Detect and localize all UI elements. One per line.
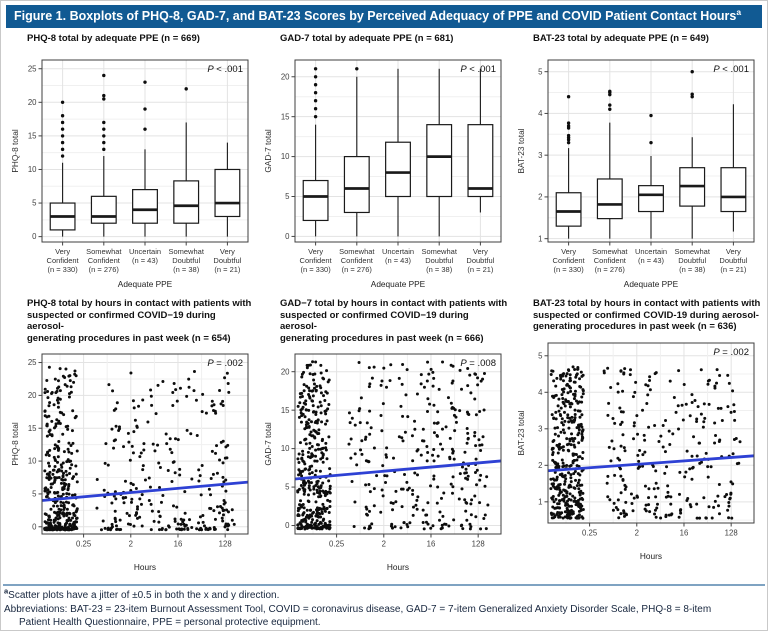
- boxplot-row: [1, 33, 767, 293]
- gad7-scatter-canvas: [262, 344, 508, 578]
- svg-text:(n = 330): (n = 330): [47, 265, 78, 274]
- svg-text:Uncertain: Uncertain: [128, 247, 162, 256]
- svg-text:20: 20: [27, 390, 37, 400]
- svg-text:1: 1: [538, 234, 543, 244]
- svg-text:Very: Very: [219, 247, 235, 256]
- svg-text:Confident: Confident: [299, 256, 332, 265]
- svg-text:P = .002: P = .002: [713, 347, 749, 358]
- svg-text:(n = 276): (n = 276): [341, 265, 372, 274]
- svg-text:4: 4: [538, 387, 543, 397]
- svg-text:Adequate PPE: Adequate PPE: [117, 279, 173, 289]
- svg-text:Very: Very: [725, 247, 741, 256]
- svg-text:0: 0: [285, 521, 290, 531]
- footnote-abbreviations-line2: Patient Health Questionnaire, PPE = personal protective equipment.: [19, 617, 321, 628]
- svg-text:Uncertain: Uncertain: [381, 247, 415, 256]
- svg-text:Somewhat: Somewhat: [674, 247, 710, 256]
- panel-phq8-scatter: [9, 298, 255, 578]
- svg-text:128: 128: [471, 539, 485, 549]
- chart-title: GAD-7 total by adequate PPE (n = 681): [280, 33, 454, 44]
- figure-title-bar: [6, 5, 762, 28]
- panel-bat23-scatter: [515, 298, 761, 578]
- chart-title: PHQ-8 total by adequate PPE (n = 669): [27, 33, 200, 44]
- svg-text:Very: Very: [472, 247, 488, 256]
- panel-phq8-boxplot: [9, 33, 255, 293]
- svg-text:5: 5: [538, 351, 543, 361]
- svg-text:Confident: Confident: [593, 256, 626, 265]
- svg-text:GAD-7 total: GAD-7 total: [263, 422, 273, 466]
- svg-text:Very: Very: [561, 247, 577, 256]
- svg-text:Somewhat: Somewhat: [86, 247, 122, 256]
- svg-text:15: 15: [280, 405, 290, 415]
- phq8-scatter-canvas: [9, 344, 255, 578]
- svg-text:Uncertain: Uncertain: [634, 247, 668, 256]
- svg-text:10: 10: [280, 444, 290, 454]
- svg-text:(n = 38): (n = 38): [173, 265, 200, 274]
- svg-text:5: 5: [285, 192, 290, 202]
- svg-text:P = .002: P = .002: [207, 358, 243, 369]
- svg-text:(n = 43): (n = 43): [131, 256, 159, 265]
- gad7-boxplot-canvas: [262, 47, 508, 293]
- svg-text:2: 2: [538, 192, 543, 202]
- svg-text:(n = 276): (n = 276): [594, 265, 625, 274]
- footnote-jitter: $^a$Scatter plots have a jitter of ±0.5 in both the x and y direction.: [4, 586, 280, 601]
- svg-text:15: 15: [27, 423, 37, 433]
- svg-text:20: 20: [280, 367, 290, 377]
- svg-text:PHQ-8 total: PHQ-8 total: [10, 129, 20, 173]
- svg-text:Very: Very: [55, 247, 71, 256]
- svg-text:Somewhat: Somewhat: [168, 247, 204, 256]
- svg-text:Doubtful: Doubtful: [466, 256, 495, 265]
- bat23-scatter-canvas: [515, 333, 761, 567]
- svg-text:Confident: Confident: [552, 256, 585, 265]
- svg-text:15: 15: [27, 131, 37, 141]
- chart-title: BAT-23 total by adequate PPE (n = 649): [533, 33, 709, 44]
- svg-text:Adequate PPE: Adequate PPE: [623, 279, 679, 289]
- svg-text:(n = 43): (n = 43): [637, 256, 665, 265]
- svg-text:Hours: Hours: [133, 562, 157, 572]
- svg-text:Doubtful: Doubtful: [425, 256, 454, 265]
- svg-text:0.25: 0.25: [581, 528, 598, 538]
- svg-text:0: 0: [32, 232, 37, 242]
- svg-text:BAT-23 total: BAT-23 total: [516, 128, 526, 174]
- svg-text:10: 10: [27, 165, 37, 175]
- svg-text:Somewhat: Somewhat: [592, 247, 628, 256]
- svg-text:GAD-7 total: GAD-7 total: [263, 129, 273, 173]
- svg-text:Doubtful: Doubtful: [678, 256, 707, 265]
- svg-text:Doubtful: Doubtful: [719, 256, 748, 265]
- svg-text:Somewhat: Somewhat: [421, 247, 457, 256]
- svg-text:(n = 330): (n = 330): [300, 265, 331, 274]
- svg-text:(n = 38): (n = 38): [426, 265, 453, 274]
- scatter-row: [1, 298, 767, 578]
- svg-text:3: 3: [538, 424, 543, 434]
- svg-text:2: 2: [381, 539, 386, 549]
- svg-text:3: 3: [538, 150, 543, 160]
- svg-text:P = .008: P = .008: [460, 358, 496, 369]
- panel-gad7-scatter: [262, 298, 508, 578]
- panel-bat23-boxplot: [515, 33, 761, 293]
- svg-text:5: 5: [285, 482, 290, 492]
- footnote-abbreviations-line1: Abbreviations: BAT-23 = 23-item Burnout Assessment Tool, COVID = coronavirus disease, GAD-7 = 7-item Generalized Anxiety Disorder Scale, PHQ-8 = 8-item: [4, 603, 712, 615]
- svg-text:0: 0: [32, 522, 37, 532]
- svg-text:25: 25: [27, 64, 37, 74]
- svg-text:(n = 21): (n = 21): [467, 265, 494, 274]
- svg-text:10: 10: [280, 152, 290, 162]
- figure-footer: [1, 584, 767, 631]
- svg-text:15: 15: [280, 112, 290, 122]
- svg-text:16: 16: [679, 528, 689, 538]
- svg-text:5: 5: [32, 489, 37, 499]
- svg-text:5: 5: [32, 198, 37, 208]
- bat23-boxplot-canvas: [515, 47, 761, 293]
- svg-text:PHQ-8 total: PHQ-8 total: [10, 422, 20, 466]
- figure-title: Figure 1. Boxplots of PHQ-8, GAD-7, and BAT-23 Scores by Perceived Adequacy of PPE and COVID Patient Contact Hours: [14, 9, 737, 23]
- svg-text:16: 16: [426, 539, 436, 549]
- svg-text:Doubtful: Doubtful: [213, 256, 242, 265]
- svg-text:(n = 21): (n = 21): [720, 265, 747, 274]
- svg-text:(n = 43): (n = 43): [384, 256, 412, 265]
- svg-text:Adequate PPE: Adequate PPE: [370, 279, 426, 289]
- svg-text:Confident: Confident: [340, 256, 373, 265]
- svg-text:0.25: 0.25: [75, 539, 92, 549]
- svg-text:16: 16: [173, 539, 183, 549]
- svg-text:(n = 38): (n = 38): [679, 265, 706, 274]
- figure-title-superscript: a: [736, 6, 742, 17]
- svg-text:0.25: 0.25: [328, 539, 345, 549]
- chart-title: BAT-23 total by hours in contact with patients with suspected or confirmed COVID-19 during aerosol- generating procedures in past week (n = 636): [533, 298, 761, 332]
- svg-text:Hours: Hours: [386, 562, 410, 572]
- panel-gad7-boxplot: [262, 33, 508, 293]
- svg-text:128: 128: [724, 528, 738, 538]
- svg-text:Very: Very: [308, 247, 324, 256]
- svg-text:1: 1: [538, 497, 543, 507]
- svg-text:5: 5: [538, 67, 543, 77]
- svg-text:Confident: Confident: [46, 256, 79, 265]
- footnote-block: [1, 586, 767, 631]
- svg-text:BAT-23 total: BAT-23 total: [516, 410, 526, 456]
- svg-text:25: 25: [27, 358, 37, 368]
- svg-text:2: 2: [538, 460, 543, 470]
- svg-text:0: 0: [285, 232, 290, 242]
- svg-text:20: 20: [27, 97, 37, 107]
- chart-title: PHQ-8 total by hours in contact with patients with suspected or confirmed COVID−19 during aerosol- generating procedures in past week (n = 654): [27, 298, 252, 344]
- svg-text:Somewhat: Somewhat: [339, 247, 375, 256]
- svg-text:(n = 21): (n = 21): [214, 265, 241, 274]
- svg-text:(n = 330): (n = 330): [553, 265, 584, 274]
- svg-text:10: 10: [27, 456, 37, 466]
- svg-text:4: 4: [538, 109, 543, 119]
- svg-text:128: 128: [218, 539, 232, 549]
- svg-text:Hours: Hours: [639, 551, 663, 561]
- svg-text:2: 2: [634, 528, 639, 538]
- svg-text:P < .001: P < .001: [460, 64, 496, 75]
- svg-text:(n = 276): (n = 276): [88, 265, 119, 274]
- svg-text:2: 2: [128, 539, 133, 549]
- svg-text:Doubtful: Doubtful: [172, 256, 201, 265]
- phq8-boxplot-canvas: [9, 47, 255, 293]
- svg-text:20: 20: [280, 72, 290, 82]
- svg-text:Confident: Confident: [87, 256, 120, 265]
- svg-text:P < .001: P < .001: [207, 64, 243, 75]
- chart-title: GAD−7 total by hours in contact with patients with suspected or confirmed COVID−19 during aerosol- generating procedures in past week (n = 666): [280, 298, 508, 344]
- svg-text:P < .001: P < .001: [713, 64, 749, 75]
